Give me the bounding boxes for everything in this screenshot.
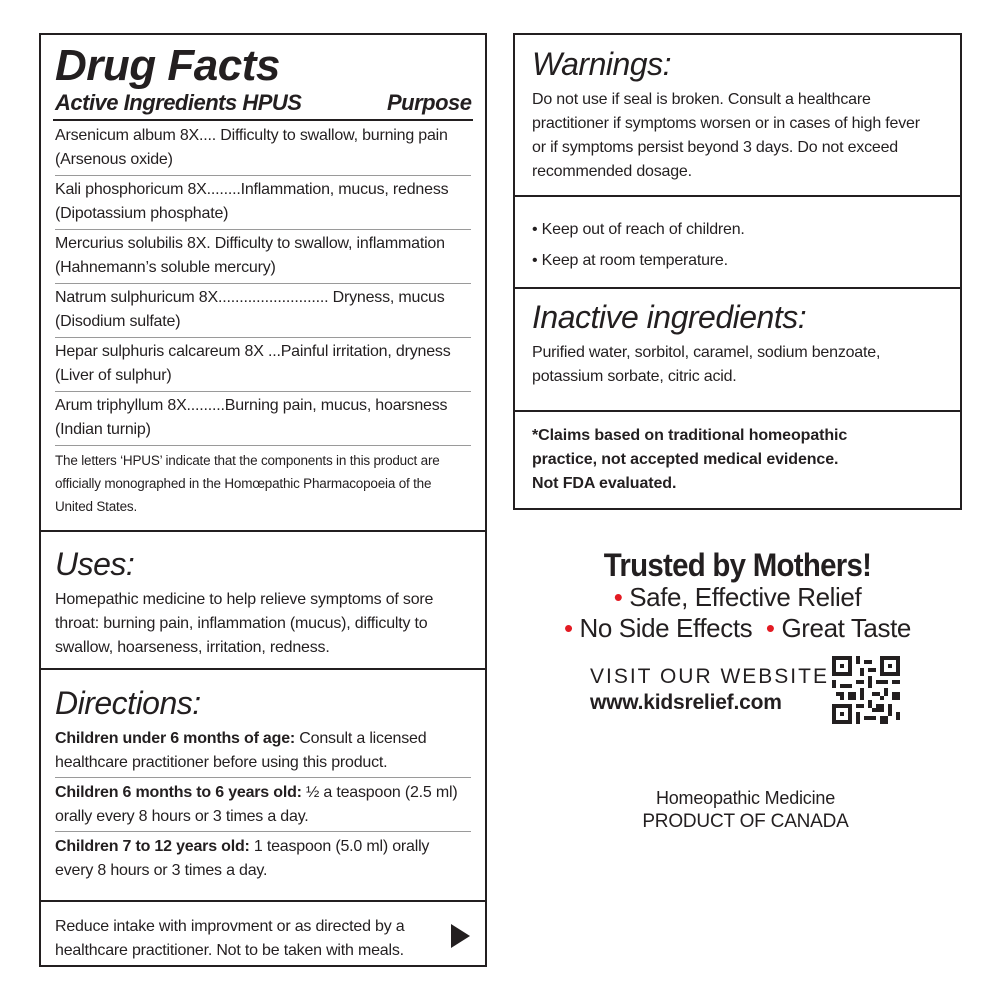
promo-headline: Trusted by Mothers! [603, 547, 872, 583]
bullet-item-2: • Keep at room temperature. [532, 252, 728, 269]
header-divider [53, 119, 473, 121]
purpose-header: Purpose [387, 90, 472, 115]
drug-facts-title: Drug Facts [55, 41, 280, 90]
continue-arrow-icon [451, 924, 470, 948]
uses-text: Homepathic medicine to help relieve symptoms of sore throat: burning pain, inflammation (mucus), difficulty to swallow, hoarseness, irritation, redness. [55, 591, 434, 656]
directions-note: Reduce intake with improvment or as directed by a healthcare practitioner. Not to be taken with meals. [55, 918, 405, 959]
promo-line-2: • No Side Effects • Great Taste [564, 613, 911, 643]
ingredient-4: Natrum sulphuricum 8X.......................... Dryness, mucus (Disodium sulfate) [55, 289, 445, 330]
promo-line-1: • Safe, Effective Relief [613, 582, 862, 612]
directions-title: Directions: [55, 685, 201, 721]
inactive-text: Purified water, sorbitol, caramel, sodium benzoate, potassium sorbate, citric acid. [532, 344, 881, 385]
ingredient-divider [55, 175, 471, 176]
active-ingredients-header: Active Ingredients HPUS [55, 90, 302, 115]
qr-code-icon [832, 656, 900, 724]
ingredient-divider [55, 337, 471, 338]
ingredient-6: Arum triphyllum 8X.........Burning pain, mucus, hoarsness (Indian turnip) [55, 397, 448, 438]
direction-item-2: Children 6 months to 6 years old: ½ a teaspoon (2.5 ml) orally every 8 hours or 3 times a day. [55, 784, 458, 825]
ingredient-2: Kali phosphoricum 8X........Inflammation, mucus, redness (Dipotassium phosphate) [55, 181, 449, 222]
section-divider [41, 668, 485, 670]
ingredient-divider [55, 445, 471, 446]
bullet-item-1: • Keep out of reach of children. [532, 221, 745, 238]
ingredient-3: Mercurius solubilis 8X. Difficulty to swallow, inflammation (Hahnemann’s soluble mercury) [55, 235, 445, 276]
uses-title: Uses: [55, 546, 135, 582]
footer-line-2: PRODUCT OF CANADA [642, 811, 849, 832]
direction-item-3: Children 7 to 12 years old: 1 teaspoon (5.0 ml) orally every 8 hours or 3 times a day. [55, 838, 430, 879]
direction-item-1: Children under 6 months of age: Consult a licensed healthcare practitioner before using this product. [55, 730, 427, 771]
hpus-note: The letters ‘HPUS’ indicate that the components in this product are officially monographed in the Homœpathic Pharmacopoeia of the United States. [55, 453, 440, 514]
claims-text: *Claims based on traditional homeopathic practice, not accepted medical evidence. Not FDA evaluated. [532, 427, 848, 492]
footer-line-1: Homeopathic Medicine [655, 788, 836, 808]
ingredient-5: Hepar sulphuris calcareum 8X ...Painful irritation, dryness (Liver of sulphur) [55, 343, 451, 384]
visit-label: VISIT OUR WEBSITE [590, 665, 829, 688]
section-divider [515, 195, 960, 197]
ingredient-divider [55, 229, 471, 230]
section-divider [41, 900, 485, 902]
inactive-title: Inactive ingredients: [532, 299, 807, 335]
warnings-text: Do not use if seal is broken. Consult a healthcare practitioner if symptoms worsen or in cases of high fever or if symptoms persist beyond 3 days. Do not exceed recommended dosage. [532, 91, 920, 180]
ingredient-divider [55, 283, 471, 284]
ingredient-1: Arsenicum album 8X.... Difficulty to swallow, burning pain (Arsenous oxide) [55, 127, 448, 168]
direction-divider [55, 831, 471, 832]
ingredient-divider [55, 391, 471, 392]
drug-facts-panel [39, 33, 487, 967]
section-divider [515, 410, 960, 412]
warnings-panel [513, 33, 962, 510]
direction-divider [55, 777, 471, 778]
section-divider [41, 530, 485, 532]
warnings-title: Warnings: [532, 46, 671, 82]
section-divider [515, 287, 960, 289]
website-link[interactable]: www.kidsrelief.com [590, 691, 782, 714]
